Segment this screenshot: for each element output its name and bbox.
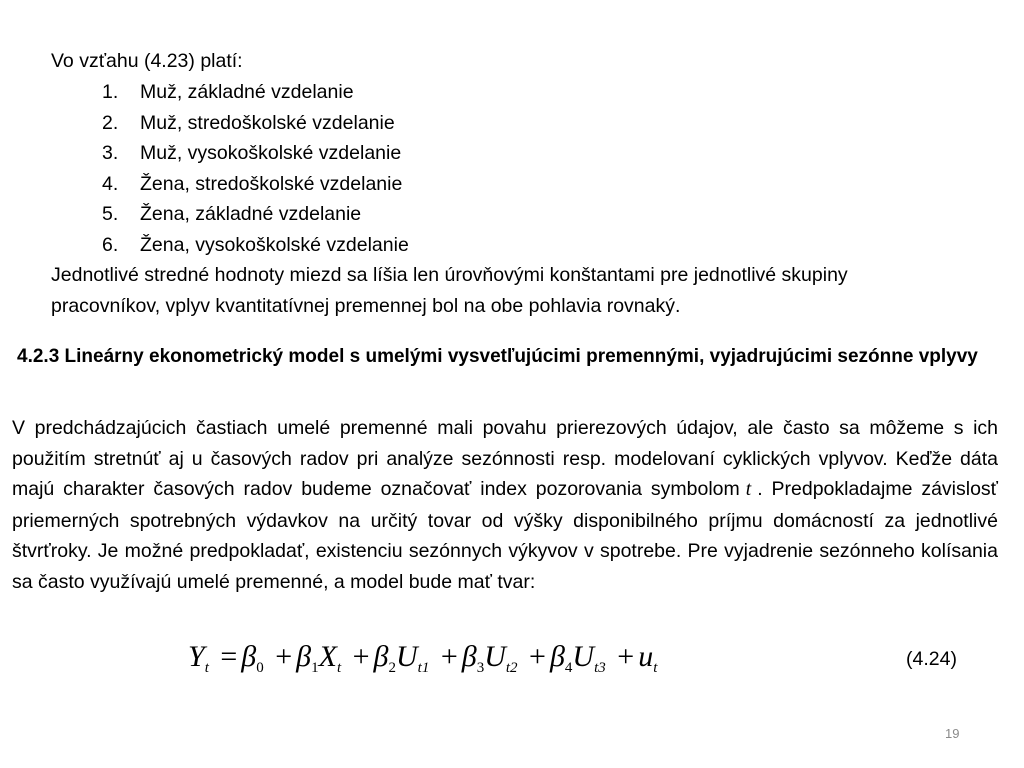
eq-var-sub: t2 <box>505 660 518 676</box>
eq-coef-sub: 1 <box>311 660 319 676</box>
list-text: Žena, vysokoškolské vzdelanie <box>140 233 409 256</box>
list-item <box>102 230 409 261</box>
eq-operator: = <box>220 640 238 673</box>
list-text: Žena, stredoškolské vzdelanie <box>140 172 403 195</box>
section-heading-text: 4.2.3 Lineárny ekonometrický model s umelými vysvetľujúcimi premennými, vyjadrujúcimi sezónne vplyvy <box>17 346 978 367</box>
eq-var: X <box>318 640 337 673</box>
summary-paragraph: Jednotlivé stredné hodnoty miezd sa líšia len úrovňovými konštantami pre jednotlivé skupiny pracovníkov, vplyv kvantitatívnej premennej bol na obe pohlavia rovnaký. <box>51 264 848 317</box>
eq-var: U <box>572 640 595 673</box>
section-heading <box>12 342 1002 372</box>
eq-coef: β <box>241 640 257 673</box>
eq-error: u <box>638 640 654 673</box>
equation-number: (4.24) <box>906 648 957 670</box>
eq-coef: β <box>373 640 389 673</box>
list-item <box>102 108 409 139</box>
list-number: 6. <box>102 233 119 256</box>
eq-lhs-sub: t <box>204 660 209 676</box>
eq-error-sub: t <box>653 660 658 676</box>
index-symbol: t <box>745 479 752 500</box>
eq-lhs: Y <box>188 640 205 673</box>
eq-operator: + <box>275 640 293 673</box>
eq-var-sub: t1 <box>417 660 430 676</box>
eq-coef: β <box>549 640 565 673</box>
list-number: 2. <box>102 111 119 134</box>
eq-var-sub: t3 <box>594 660 606 676</box>
eq-operator: + <box>529 640 546 673</box>
numbered-list <box>102 77 409 260</box>
eq-var: U <box>395 640 418 673</box>
eq-coef-sub: 3 <box>476 660 485 676</box>
equation <box>188 640 657 677</box>
list-text: Muž, vysokoškolské vzdelanie <box>140 142 402 164</box>
list-number: 4. <box>102 172 119 195</box>
list-number: 5. <box>102 203 119 225</box>
body-text-part1: V predchádzajúcich častiach umelé premenné mali povahu prierezových údajov, ale často sa môžeme s ich použitím stretnúť aj u časových radov pri analýze sezónnosti resp. modelovaní cyklických vplyvov. Keďže dáta majú charakter časových radov budeme označovať index pozorovania symbolom <box>12 417 998 500</box>
eq-coef-sub: 0 <box>256 660 264 676</box>
eq-var: U <box>484 640 506 673</box>
list-text: Žena, základné vzdelanie <box>140 203 362 225</box>
eq-operator: + <box>617 640 635 673</box>
list-item <box>102 138 409 169</box>
list-number: 3. <box>102 142 119 164</box>
body-paragraph <box>12 413 998 597</box>
eq-var-sub: t <box>336 660 342 676</box>
list-number: 1. <box>102 81 119 103</box>
page-number: 19 <box>945 726 960 741</box>
list-item <box>102 169 409 200</box>
list-item <box>102 199 409 230</box>
list-item <box>102 77 409 108</box>
eq-coef: β <box>296 640 312 673</box>
intro-line: Vo vzťahu (4.23) platí: <box>51 50 243 72</box>
eq-coef-sub: 4 <box>564 660 573 676</box>
eq-operator: + <box>440 640 458 673</box>
list-text: Muž, stredoškolské vzdelanie <box>140 111 395 134</box>
eq-coef-sub: 2 <box>388 660 396 676</box>
body-text-part2: . Predpokladajme závislosť priemerných spotrebných výdavkov na určitý tovar od výšky disponibilného príjmu domácností za jednotlivé štvrťroky. Je možné predpokladať, existenciu sezónnych výkyvov v spotrebe. Pre vyjadrenie sezónneho kolísania sa často využívajú umelé premenné, a model bude mať tvar: <box>12 478 998 593</box>
eq-coef: β <box>461 640 477 673</box>
list-text: Muž, základné vzdelanie <box>140 81 354 103</box>
eq-operator: + <box>352 640 370 673</box>
